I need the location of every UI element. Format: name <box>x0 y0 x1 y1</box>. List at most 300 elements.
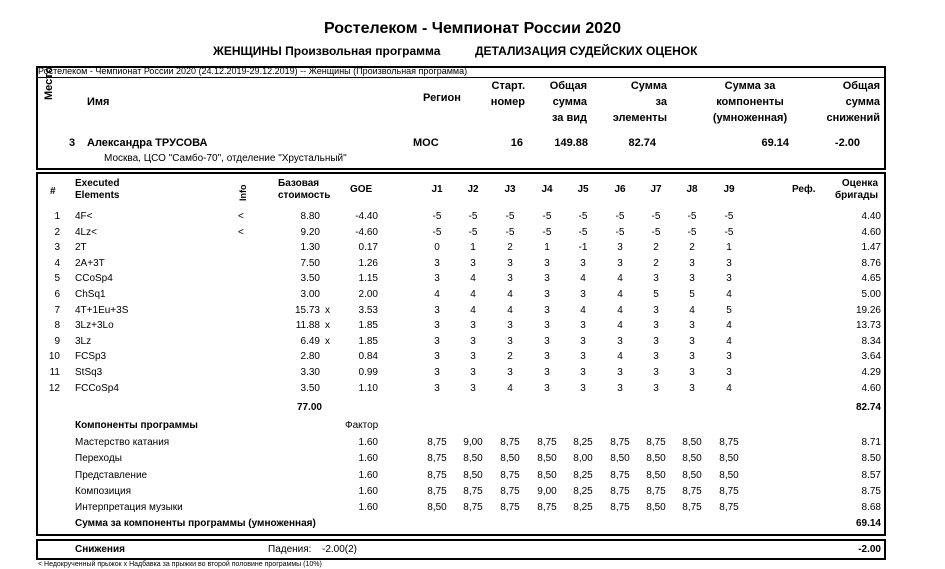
element-base-value: 9.20 <box>300 226 320 238</box>
component-row <box>0 470 945 485</box>
judge-mark-j7: 3 <box>653 351 659 363</box>
elements-header-2: за <box>655 96 667 108</box>
judge-mark-j3: 3 <box>507 367 513 378</box>
component-mark-j7: 8,50 <box>646 453 666 465</box>
element-base-value: 2.80 <box>300 351 320 363</box>
element-base-value: 1.30 <box>300 242 320 254</box>
skater-place: 3 <box>69 137 76 149</box>
judge-mark-j4: 3 <box>544 335 550 347</box>
elements-total: 82.74 <box>855 402 881 413</box>
element-code: CCoSp4 <box>75 273 113 285</box>
element-number: 4 <box>54 257 60 269</box>
table-row <box>0 305 945 320</box>
ref-header: Реф. <box>792 184 816 195</box>
component-mark-j3: 8,50 <box>500 453 520 465</box>
component-mark-j6: 8,75 <box>610 485 630 497</box>
info-header: Info <box>238 184 248 201</box>
component-mark-j7: 8,75 <box>646 485 666 497</box>
table-row <box>0 273 945 288</box>
judge-mark-j3: 2 <box>507 242 513 254</box>
element-goe: 1.10 <box>358 382 378 394</box>
component-row <box>0 437 945 452</box>
component-mark-j8: 8,75 <box>682 485 702 497</box>
judge-mark-j1: -5 <box>432 211 442 222</box>
element-score: 4.29 <box>861 367 881 378</box>
component-factor: 1.60 <box>358 502 378 514</box>
component-mark-j6: 8,75 <box>610 437 630 448</box>
judge-mark-j1: 3 <box>434 320 440 332</box>
judge-mark-j8: 3 <box>689 382 695 394</box>
element-code: 3Lz+3Lo <box>75 320 114 332</box>
judge-header-4: J4 <box>541 184 553 195</box>
judge-mark-j3: 3 <box>507 320 513 332</box>
skater-name: Александра ТРУСОВА <box>87 137 208 149</box>
judge-mark-j5: -5 <box>578 211 588 222</box>
component-mark-j2: 8,50 <box>463 469 483 481</box>
components-sum: 69.14 <box>855 518 881 529</box>
judge-mark-j7: 3 <box>653 367 659 378</box>
element-number: 3 <box>54 242 60 254</box>
table-row <box>0 383 945 398</box>
judge-mark-j7: 2 <box>653 242 659 254</box>
component-mark-j1: 8,50 <box>427 502 447 514</box>
judge-header-1: J1 <box>431 184 443 195</box>
element-base-value: 15.73 <box>294 304 320 316</box>
component-mark-j8: 8,50 <box>682 469 702 481</box>
element-goe: 3.53 <box>358 304 378 316</box>
report-subtitle: ДЕТАЛИЗАЦИЯ СУДЕЙСКИХ ОЦЕНОК <box>475 44 698 58</box>
table-row <box>0 367 945 382</box>
component-mark-j9: 8,75 <box>719 437 739 448</box>
element-base-value: 11.88 <box>295 320 320 332</box>
table-row <box>0 227 945 242</box>
component-name: Мастерство катания <box>75 437 170 448</box>
judge-mark-j8: -5 <box>687 226 697 238</box>
component-score: 8.50 <box>861 453 881 465</box>
judge-mark-j6: 3 <box>617 367 623 378</box>
judge-mark-j4: 3 <box>544 304 550 316</box>
judge-mark-j1: -5 <box>432 226 442 238</box>
judge-mark-j4: 1 <box>544 242 550 254</box>
component-mark-j1: 8,75 <box>427 437 447 448</box>
judge-header-5: J5 <box>577 184 589 195</box>
element-goe: 2.00 <box>358 289 378 300</box>
judge-mark-j6: 4 <box>617 320 623 332</box>
component-mark-j4: 8,50 <box>537 469 557 481</box>
element-number: 1 <box>54 211 60 222</box>
judge-mark-j9: 4 <box>726 289 732 300</box>
judge-mark-j5: 3 <box>580 320 586 332</box>
judge-mark-j4: 3 <box>544 382 550 394</box>
judge-mark-j7: 3 <box>653 382 659 394</box>
component-score: 8.75 <box>861 485 881 497</box>
component-name: Переходы <box>75 453 122 465</box>
judge-mark-j8: 3 <box>689 273 695 285</box>
element-base-value: 3.30 <box>300 367 320 378</box>
judge-mark-j3: -5 <box>505 211 515 222</box>
judge-mark-j8: 3 <box>689 320 695 332</box>
element-number: 12 <box>48 382 60 394</box>
judge-mark-j6: 3 <box>617 382 623 394</box>
element-goe: 0.99 <box>358 367 378 378</box>
element-info: < <box>238 226 244 238</box>
judge-mark-j3: -5 <box>505 226 515 238</box>
category-subtitle: ЖЕНЩИНЫ Произвольная программа <box>213 44 441 58</box>
judge-mark-j8: 3 <box>689 257 695 269</box>
table-row <box>0 351 945 366</box>
judge-mark-j7: 5 <box>653 289 659 300</box>
judge-mark-j6: 4 <box>617 289 623 300</box>
judge-mark-j2: 3 <box>470 382 476 394</box>
judge-mark-j9: -5 <box>724 226 734 238</box>
deductions-header-1: Общая <box>842 80 880 92</box>
component-factor: 1.60 <box>358 453 378 465</box>
score-header-2: бригады <box>834 190 878 201</box>
components-sum-label: Сумма за компоненты программы (умноженная) <box>75 518 316 529</box>
component-mark-j5: 8,25 <box>573 437 593 448</box>
components-header-3: (умноженная) <box>712 112 788 124</box>
base-total: 77.00 <box>296 402 322 413</box>
skater-deductions: -2.00 <box>834 137 860 149</box>
element-base-value: 8.80 <box>300 211 320 222</box>
judge-mark-j1: 3 <box>434 273 440 285</box>
judge-mark-j1: 4 <box>434 289 440 300</box>
judge-mark-j8: 4 <box>689 304 695 316</box>
component-mark-j7: 8,50 <box>646 502 666 514</box>
component-row <box>0 502 945 517</box>
element-code: ChSq1 <box>75 289 106 300</box>
judge-mark-j4: -5 <box>542 211 552 222</box>
component-mark-j6: 8,75 <box>610 502 630 514</box>
deductions-total: -2.00 <box>858 544 881 555</box>
component-mark-j6: 8,75 <box>610 469 630 481</box>
executed-header-2: Elements <box>75 190 120 201</box>
goe-header: GOE <box>350 184 373 195</box>
element-code: 2T <box>75 242 87 254</box>
skater-total-score: 149.88 <box>554 137 588 149</box>
element-goe: 1.15 <box>358 273 378 285</box>
judge-mark-j1: 3 <box>434 382 440 394</box>
judge-mark-j9: 3 <box>726 273 732 285</box>
component-mark-j3: 8,75 <box>500 502 520 514</box>
region-header: Регион <box>423 92 461 104</box>
falls-label: Падения: <box>268 544 312 555</box>
judge-mark-j5: -1 <box>578 242 588 254</box>
judge-mark-j6: 3 <box>617 257 623 269</box>
judge-mark-j1: 3 <box>434 304 440 316</box>
component-mark-j2: 8,75 <box>463 485 483 497</box>
component-mark-j6: 8,50 <box>610 453 630 465</box>
component-mark-j9: 8,50 <box>719 469 739 481</box>
judge-mark-j6: -5 <box>615 226 625 238</box>
table-row <box>0 336 945 351</box>
element-bonus-mark: x <box>325 335 330 347</box>
judge-mark-j9: 4 <box>726 335 732 347</box>
page-title: Ростелеком - Чемпионат России 2020 <box>324 20 621 37</box>
judge-mark-j9: 3 <box>726 367 732 378</box>
component-mark-j5: 8,25 <box>573 469 593 481</box>
judge-mark-j5: 4 <box>580 304 586 316</box>
component-mark-j8: 8,75 <box>682 502 702 514</box>
judge-mark-j6: 4 <box>617 273 623 285</box>
skater-club: Москва, ЦСО "Самбо-70", отделение "Хрустальный" <box>104 153 347 164</box>
judge-mark-j5: 3 <box>580 351 586 363</box>
element-score: 8.34 <box>861 335 881 347</box>
judge-mark-j4: 3 <box>544 273 550 285</box>
component-mark-j4: 9,00 <box>537 485 557 497</box>
falls-value: -2.00(2) <box>322 544 358 555</box>
total-header-1: Общая <box>549 80 587 92</box>
component-mark-j1: 8,75 <box>427 453 447 465</box>
judge-mark-j2: 4 <box>470 289 476 300</box>
score-header-1: Оценка <box>841 178 878 189</box>
judge-mark-j8: -5 <box>687 211 697 222</box>
judge-mark-j5: 3 <box>580 367 586 378</box>
components-header-2: компоненты <box>716 96 784 108</box>
footnote: < Недокрученный прыжок x Надбавка за прыжки во второй половине программы (10%) <box>38 561 322 568</box>
table-row <box>0 320 945 335</box>
judge-header-6: J6 <box>614 184 626 195</box>
component-mark-j7: 8,75 <box>646 437 666 448</box>
element-code: FCCoSp4 <box>75 382 119 394</box>
judge-mark-j7: 3 <box>653 273 659 285</box>
judge-mark-j9: 5 <box>726 304 732 316</box>
element-goe: 1.85 <box>358 335 378 347</box>
base-header-2: стоимость <box>278 190 331 201</box>
judge-mark-j9: 4 <box>726 320 732 332</box>
judge-mark-j6: -5 <box>615 211 625 222</box>
element-code: 4Lz< <box>75 226 97 238</box>
skater-components-score: 69.14 <box>761 137 789 149</box>
component-factor: 1.60 <box>358 469 378 481</box>
judge-header-2: J2 <box>467 184 479 195</box>
judge-mark-j8: 5 <box>689 289 695 300</box>
deductions-header-2: сумма <box>845 96 880 108</box>
judge-mark-j7: 2 <box>653 257 659 269</box>
element-score: 19.26 <box>855 304 881 316</box>
component-row <box>0 486 945 501</box>
element-base-value: 3.00 <box>300 289 320 300</box>
judge-mark-j2: 4 <box>470 304 476 316</box>
element-number: 9 <box>54 335 60 347</box>
component-mark-j1: 8,75 <box>427 485 447 497</box>
deductions-header-3: снижений <box>826 112 880 124</box>
element-score: 4.65 <box>861 273 881 285</box>
component-mark-j4: 8,75 <box>537 437 557 448</box>
judge-header-7: J7 <box>650 184 662 195</box>
element-score: 1.47 <box>861 242 881 254</box>
judge-header-9: J9 <box>723 184 735 195</box>
element-score: 3.64 <box>861 351 881 363</box>
element-number: 2 <box>54 226 60 238</box>
place-header: Место <box>43 66 55 100</box>
element-score: 4.60 <box>861 382 881 394</box>
factor-header: Фактор <box>345 420 379 431</box>
skater-region: МОС <box>413 137 439 149</box>
judge-mark-j6: 4 <box>617 304 623 316</box>
element-score: 5.00 <box>861 289 881 300</box>
element-goe: -4.60 <box>355 226 378 238</box>
element-number: 10 <box>48 351 60 363</box>
component-mark-j2: 8,75 <box>463 502 483 514</box>
judge-mark-j3: 3 <box>507 257 513 269</box>
element-goe: 1.26 <box>358 257 378 269</box>
component-mark-j2: 8,50 <box>463 453 483 465</box>
judge-mark-j9: 3 <box>726 351 732 363</box>
component-mark-j9: 8,50 <box>719 453 739 465</box>
component-mark-j4: 8,75 <box>537 502 557 514</box>
judge-mark-j2: 3 <box>470 257 476 269</box>
element-code: 4F< <box>75 211 93 222</box>
judge-mark-j4: 3 <box>544 289 550 300</box>
judge-mark-j3: 2 <box>507 351 513 363</box>
judge-mark-j4: -5 <box>542 226 552 238</box>
components-header: Компоненты программы <box>75 420 198 431</box>
element-score: 8.76 <box>861 257 881 269</box>
component-factor: 1.60 <box>358 437 378 448</box>
element-code: StSq3 <box>75 367 103 378</box>
total-header-2: сумма <box>552 96 587 108</box>
element-goe: -4.40 <box>355 211 378 222</box>
judge-mark-j4: 3 <box>544 257 550 269</box>
num-header: # <box>50 186 56 197</box>
table-row <box>0 289 945 304</box>
judge-mark-j1: 3 <box>434 351 440 363</box>
start-header-2: номер <box>490 96 525 108</box>
judge-mark-j2: 3 <box>470 320 476 332</box>
judge-mark-j3: 3 <box>507 273 513 285</box>
element-number: 7 <box>54 304 60 316</box>
total-header-3: за вид <box>551 112 587 124</box>
divider <box>38 77 884 78</box>
judge-mark-j9: -5 <box>724 211 734 222</box>
component-mark-j3: 8,75 <box>500 437 520 448</box>
element-code: 4T+1Eu+3S <box>75 304 129 316</box>
element-goe: 0.17 <box>358 242 378 254</box>
judge-mark-j2: 3 <box>470 335 476 347</box>
element-code: 2A+3T <box>75 257 105 269</box>
element-code: FCSp3 <box>75 351 107 363</box>
component-mark-j8: 8,50 <box>682 453 702 465</box>
deductions-label: Снижения <box>75 544 125 555</box>
element-base-value: 7.50 <box>300 257 320 269</box>
element-number: 6 <box>54 289 60 300</box>
judge-mark-j5: 3 <box>580 289 586 300</box>
component-factor: 1.60 <box>358 485 378 497</box>
judge-mark-j5: 3 <box>580 335 586 347</box>
judge-mark-j2: -5 <box>468 211 478 222</box>
judge-mark-j5: 4 <box>580 273 586 285</box>
component-mark-j9: 8,75 <box>719 502 739 514</box>
element-bonus-mark: x <box>325 320 330 332</box>
element-info: < <box>238 211 244 222</box>
judge-mark-j9: 4 <box>726 382 732 394</box>
judge-mark-j4: 3 <box>544 351 550 363</box>
judge-mark-j2: 3 <box>470 351 476 363</box>
elements-header-3: элементы <box>612 112 667 124</box>
component-name: Интерпретация музыки <box>75 502 183 514</box>
judge-mark-j8: 3 <box>689 367 695 378</box>
judge-mark-j7: -5 <box>651 226 661 238</box>
element-number: 8 <box>54 320 60 332</box>
judge-mark-j3: 3 <box>507 335 513 347</box>
component-mark-j2: 9,00 <box>463 437 483 448</box>
component-score: 8.68 <box>861 502 881 514</box>
judge-mark-j3: 4 <box>507 289 513 300</box>
judge-mark-j1: 3 <box>434 257 440 269</box>
judge-mark-j8: 2 <box>689 242 695 254</box>
judge-mark-j5: -5 <box>578 226 588 238</box>
element-base-value: 6.49 <box>300 335 320 347</box>
element-number: 5 <box>54 273 60 285</box>
skater-elements-score: 82.74 <box>628 137 656 149</box>
component-score: 8.71 <box>861 437 881 448</box>
element-score: 4.60 <box>861 226 881 238</box>
element-score: 13.73 <box>855 320 881 332</box>
component-row <box>0 453 945 468</box>
start-header-1: Старт. <box>491 80 525 92</box>
elements-header-1: Сумма <box>630 80 667 92</box>
judge-mark-j5: 3 <box>580 257 586 269</box>
component-mark-j4: 8,50 <box>537 453 557 465</box>
judge-mark-j2: 1 <box>470 242 476 254</box>
element-base-value: 3.50 <box>300 382 320 394</box>
element-bonus-mark: x <box>325 304 330 316</box>
judge-mark-j7: -5 <box>651 211 661 222</box>
judge-mark-j1: 3 <box>434 367 440 378</box>
judge-mark-j9: 3 <box>726 257 732 269</box>
component-mark-j5: 8,25 <box>573 502 593 514</box>
event-line: Ростелеком - Чемпионат России 2020 (24.12.2019-29.12.2019) -- Женщины (Произвольная программа) <box>38 66 468 76</box>
component-mark-j5: 8,25 <box>573 485 593 497</box>
deductions-box <box>36 539 886 560</box>
judge-mark-j6: 3 <box>617 242 623 254</box>
component-name: Представление <box>75 469 148 481</box>
judge-mark-j2: 4 <box>470 273 476 285</box>
element-goe: 0.84 <box>358 351 378 363</box>
judge-mark-j8: 3 <box>689 335 695 347</box>
judge-mark-j3: 4 <box>507 382 513 394</box>
judge-mark-j5: 3 <box>580 382 586 394</box>
judge-mark-j7: 3 <box>653 335 659 347</box>
component-mark-j8: 8,50 <box>682 437 702 448</box>
table-row <box>0 258 945 273</box>
judge-mark-j6: 4 <box>617 351 623 363</box>
judge-mark-j2: -5 <box>468 226 478 238</box>
element-score: 4.40 <box>861 211 881 222</box>
judge-mark-j1: 3 <box>434 335 440 347</box>
judge-mark-j8: 3 <box>689 351 695 363</box>
component-mark-j7: 8,50 <box>646 469 666 481</box>
element-code: 3Lz <box>75 335 92 347</box>
executed-header-1: Executed <box>75 178 120 189</box>
component-mark-j3: 8,75 <box>500 485 520 497</box>
component-mark-j5: 8,00 <box>573 453 593 465</box>
name-header: Имя <box>87 96 110 108</box>
judge-mark-j1: 0 <box>434 242 440 254</box>
judge-mark-j9: 1 <box>726 242 732 254</box>
judge-header-8: J8 <box>686 184 698 195</box>
component-mark-j1: 8,75 <box>427 469 447 481</box>
judge-mark-j7: 3 <box>653 320 659 332</box>
judge-mark-j4: 3 <box>544 367 550 378</box>
components-header-1: Сумма за <box>724 80 776 92</box>
element-goe: 1.85 <box>358 320 378 332</box>
judge-mark-j3: 4 <box>507 304 513 316</box>
component-mark-j3: 8,75 <box>500 469 520 481</box>
judge-mark-j7: 3 <box>653 304 659 316</box>
judge-mark-j6: 3 <box>617 335 623 347</box>
